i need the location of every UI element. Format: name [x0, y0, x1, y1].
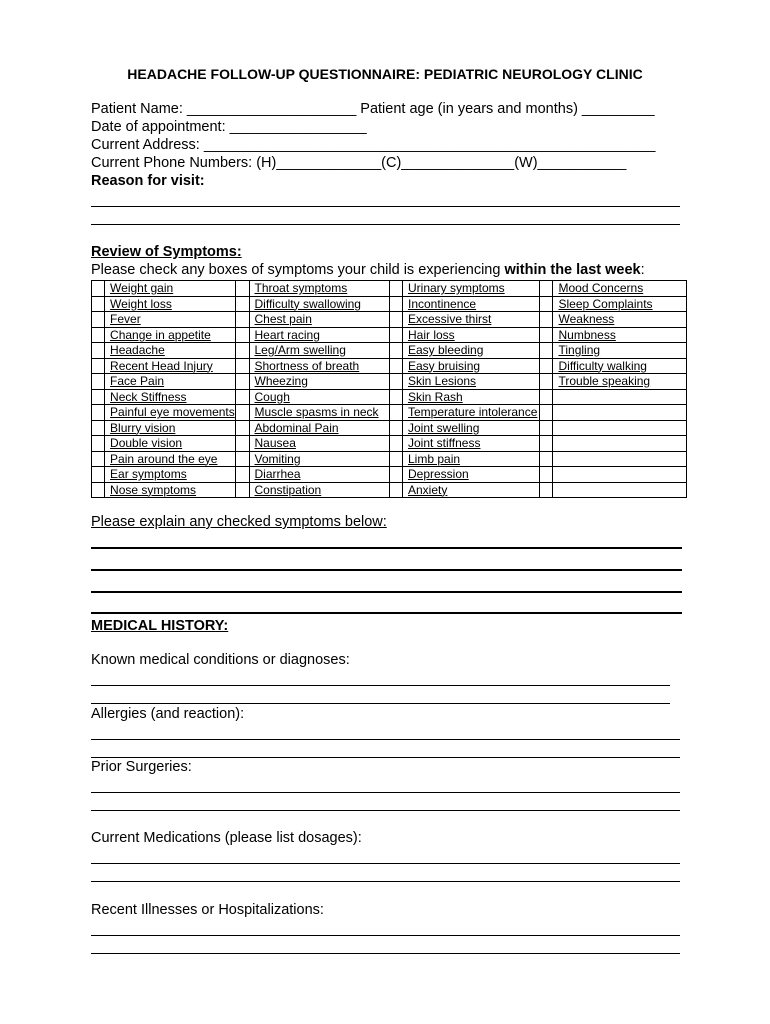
symptom-row: [92, 374, 687, 390]
symptom-label: Weight loss: [105, 296, 236, 312]
symptom-checkbox[interactable]: [236, 436, 249, 452]
symptom-row: [92, 343, 687, 359]
symptom-label: Skin Rash: [403, 389, 540, 405]
symptom-checkbox[interactable]: [236, 281, 249, 297]
symptom-label: Joint stiffness: [403, 436, 540, 452]
symptom-label: [553, 451, 687, 467]
form-title: HEADACHE FOLLOW-UP QUESTIONNAIRE: PEDIATRIC NEUROLOGY CLINIC: [127, 66, 643, 82]
symptom-checkbox[interactable]: [389, 296, 402, 312]
symptom-label: Recent Head Injury: [105, 358, 236, 374]
conditions-line-2[interactable]: [91, 703, 670, 704]
symptom-checkbox[interactable]: [236, 420, 249, 436]
symptom-checkbox: [540, 420, 553, 436]
symptom-checkbox[interactable]: [389, 405, 402, 421]
symptom-label: Incontinence: [403, 296, 540, 312]
symptom-row: [92, 482, 687, 498]
symptom-checkbox: [540, 405, 553, 421]
conditions-label: Known medical conditions or diagnoses:: [91, 652, 350, 668]
symptom-label: Abdominal Pain: [249, 420, 389, 436]
illnesses-label: Recent Illnesses or Hospitalizations:: [91, 902, 324, 918]
symptom-label: [553, 467, 687, 483]
reason-line-1[interactable]: [91, 206, 680, 207]
symptom-checkbox[interactable]: [540, 358, 553, 374]
symptom-checkbox[interactable]: [389, 482, 402, 498]
symptom-row: [92, 467, 687, 483]
symptom-row: [92, 358, 687, 374]
allergies-line-1[interactable]: [91, 739, 680, 740]
symptom-checkbox[interactable]: [389, 389, 402, 405]
symptom-checkbox: [540, 482, 553, 498]
symptoms-instruction: Please check any boxes of symptoms your child is experiencing within the last week:: [91, 262, 645, 278]
symptom-label: Numbness: [553, 327, 687, 343]
explain-line-1[interactable]: [91, 547, 682, 549]
symptom-checkbox[interactable]: [236, 482, 249, 498]
symptom-row: [92, 389, 687, 405]
explain-line-2[interactable]: [91, 569, 682, 571]
symptom-label: Ear symptoms: [105, 467, 236, 483]
symptom-checkbox[interactable]: [236, 343, 249, 359]
explain-line-4[interactable]: [91, 612, 682, 614]
symptom-checkbox[interactable]: [540, 296, 553, 312]
illnesses-line-1[interactable]: [91, 935, 680, 936]
symptom-label: Double vision: [105, 436, 236, 452]
symptom-label: [553, 389, 687, 405]
allergies-line-2[interactable]: [91, 757, 680, 758]
symptom-checkbox[interactable]: [389, 312, 402, 328]
conditions-line-1[interactable]: [91, 685, 670, 686]
symptom-checkbox[interactable]: [389, 374, 402, 390]
symptom-checkbox[interactable]: [92, 436, 105, 452]
symptom-label: Vomiting: [249, 451, 389, 467]
symptom-label: Joint swelling: [403, 420, 540, 436]
symptom-checkbox[interactable]: [236, 389, 249, 405]
symptom-checkbox[interactable]: [236, 312, 249, 328]
symptom-checkbox[interactable]: [92, 467, 105, 483]
symptom-label: Face Pain: [105, 374, 236, 390]
symptom-row: [92, 451, 687, 467]
symptom-label: Chest pain: [249, 312, 389, 328]
patient-name-age-field[interactable]: Patient Name: _____________________ Patient age (in years and months) _________: [91, 101, 655, 117]
symptom-label: Throat symptoms: [249, 281, 389, 297]
symptom-label: Nausea: [249, 436, 389, 452]
symptom-label: Blurry vision: [105, 420, 236, 436]
symptom-row: [92, 296, 687, 312]
symptom-label: Nose symptoms: [105, 482, 236, 498]
symptom-checkbox[interactable]: [92, 420, 105, 436]
symptom-checkbox: [540, 451, 553, 467]
symptom-checkbox[interactable]: [389, 358, 402, 374]
symptom-label: Neck Stiffness: [105, 389, 236, 405]
symptoms-table: [91, 280, 687, 498]
symptom-row: [92, 312, 687, 328]
symptom-label: Tingling: [553, 343, 687, 359]
symptom-checkbox[interactable]: [92, 312, 105, 328]
symptom-label: Anxiety: [403, 482, 540, 498]
symptom-label: Skin Lesions: [403, 374, 540, 390]
medical-history-heading: MEDICAL HISTORY:: [91, 618, 229, 634]
symptom-checkbox[interactable]: [236, 327, 249, 343]
symptom-label: Fever: [105, 312, 236, 328]
symptom-label: Painful eye movements: [105, 405, 236, 421]
symptom-checkbox[interactable]: [92, 296, 105, 312]
symptom-checkbox[interactable]: [236, 467, 249, 483]
symptom-checkbox[interactable]: [389, 436, 402, 452]
symptom-checkbox[interactable]: [92, 405, 105, 421]
symptom-label: Leg/Arm swelling: [249, 343, 389, 359]
symptom-label: Weight gain: [105, 281, 236, 297]
symptom-label: Shortness of breath: [249, 358, 389, 374]
current-address-field[interactable]: Current Address: ________________________________________________________: [91, 137, 656, 153]
symptom-label: Difficulty swallowing: [249, 296, 389, 312]
symptom-checkbox[interactable]: [540, 327, 553, 343]
symptom-label: [553, 436, 687, 452]
symptom-checkbox[interactable]: [92, 482, 105, 498]
explain-line-3[interactable]: [91, 591, 682, 593]
symptom-checkbox[interactable]: [389, 281, 402, 297]
symptom-checkbox: [540, 389, 553, 405]
symptom-label: Wheezing: [249, 374, 389, 390]
symptom-checkbox[interactable]: [92, 343, 105, 359]
surgeries-line-1[interactable]: [91, 792, 680, 793]
symptom-checkbox[interactable]: [540, 281, 553, 297]
symptom-checkbox[interactable]: [236, 451, 249, 467]
symptom-checkbox[interactable]: [389, 467, 402, 483]
reason-line-2[interactable]: [91, 224, 680, 225]
symptom-label: Sleep Complaints: [553, 296, 687, 312]
symptom-row: [92, 405, 687, 421]
symptom-row: [92, 436, 687, 452]
review-of-symptoms-heading: Review of Symptoms:: [91, 244, 242, 260]
symptom-checkbox[interactable]: [540, 374, 553, 390]
symptom-label: [553, 420, 687, 436]
medications-line-1[interactable]: [91, 863, 680, 864]
symptom-checkbox[interactable]: [236, 358, 249, 374]
symptom-label: Weakness: [553, 312, 687, 328]
symptom-label: Excessive thirst: [403, 312, 540, 328]
symptom-checkbox[interactable]: [92, 389, 105, 405]
reason-for-visit-label: Reason for visit:: [91, 173, 205, 189]
symptom-label: Temperature intolerance: [403, 405, 540, 421]
symptom-checkbox[interactable]: [92, 451, 105, 467]
symptom-label: Mood Concerns: [553, 281, 687, 297]
surgeries-label: Prior Surgeries:: [91, 759, 192, 775]
medications-label: Current Medications (please list dosages):: [91, 830, 362, 846]
symptom-checkbox[interactable]: [389, 343, 402, 359]
symptom-checkbox[interactable]: [92, 358, 105, 374]
symptom-label: Limb pain: [403, 451, 540, 467]
symptom-label: Difficulty walking: [553, 358, 687, 374]
symptom-checkbox[interactable]: [389, 420, 402, 436]
symptom-checkbox[interactable]: [540, 312, 553, 328]
symptom-checkbox: [540, 467, 553, 483]
medications-line-2[interactable]: [91, 881, 680, 882]
symptom-row: [92, 420, 687, 436]
symptom-checkbox[interactable]: [236, 405, 249, 421]
phone-numbers-field[interactable]: Current Phone Numbers: (H)_____________(C)______________(W)___________: [91, 155, 627, 171]
symptom-label: [553, 405, 687, 421]
symptom-label: Urinary symptoms: [403, 281, 540, 297]
symptom-checkbox[interactable]: [236, 374, 249, 390]
symptom-label: [553, 482, 687, 498]
symptom-label: Depression: [403, 467, 540, 483]
symptom-checkbox: [540, 436, 553, 452]
symptom-label: Change in appetite: [105, 327, 236, 343]
symptom-row: [92, 327, 687, 343]
symptom-checkbox[interactable]: [92, 374, 105, 390]
symptom-checkbox[interactable]: [92, 281, 105, 297]
symptom-label: Hair loss: [403, 327, 540, 343]
symptom-label: Headache: [105, 343, 236, 359]
symptom-checkbox[interactable]: [389, 327, 402, 343]
symptom-checkbox[interactable]: [236, 296, 249, 312]
illnesses-line-2[interactable]: [91, 953, 680, 954]
symptom-checkbox[interactable]: [540, 343, 553, 359]
symptom-label: Heart racing: [249, 327, 389, 343]
symptom-label: Cough: [249, 389, 389, 405]
allergies-label: Allergies (and reaction):: [91, 706, 245, 722]
explain-symptoms-label: Please explain any checked symptoms below:: [91, 514, 387, 530]
symptom-row: [92, 281, 687, 297]
symptom-label: Constipation: [249, 482, 389, 498]
symptom-checkbox[interactable]: [92, 327, 105, 343]
symptom-label: Easy bleeding: [403, 343, 540, 359]
symptom-label: Pain around the eye: [105, 451, 236, 467]
symptom-label: Trouble speaking: [553, 374, 687, 390]
surgeries-line-2[interactable]: [91, 810, 680, 811]
symptom-label: Muscle spasms in neck: [249, 405, 389, 421]
symptom-label: Easy bruising: [403, 358, 540, 374]
symptom-label: Diarrhea: [249, 467, 389, 483]
symptom-checkbox[interactable]: [389, 451, 402, 467]
appointment-date-field[interactable]: Date of appointment: _________________: [91, 119, 367, 135]
